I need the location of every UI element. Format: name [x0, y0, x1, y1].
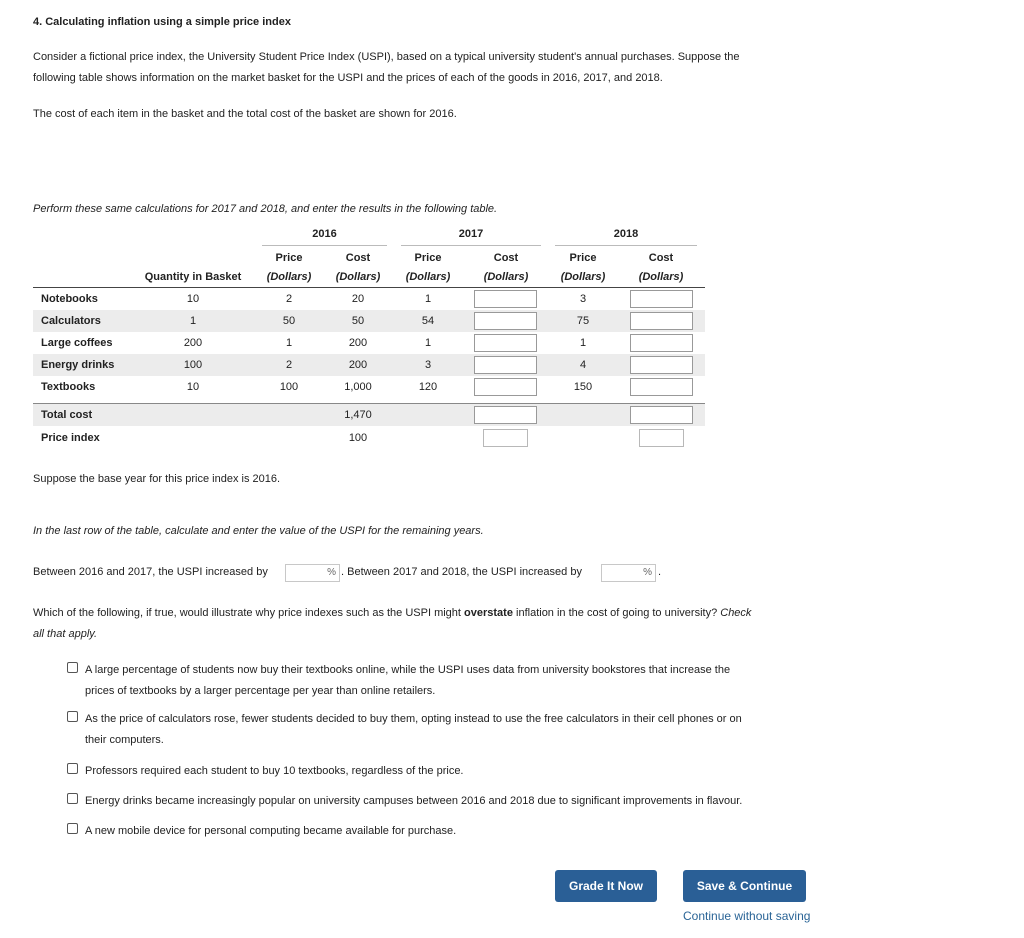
- sentence-period: .: [658, 566, 662, 578]
- q2-check-1: Check: [720, 607, 752, 619]
- price-2017-cell: 54: [421, 315, 435, 327]
- table-instruction: Perform these same calculations for 2017 and 2018, and enter the results in the following table.: [33, 203, 498, 215]
- cost-2018-input[interactable]: [630, 334, 693, 352]
- row-label: Calculators: [41, 315, 101, 327]
- cost-2018-input[interactable]: [630, 312, 693, 330]
- quantity-cell: 200: [183, 337, 203, 349]
- option-professors-textbooks[interactable]: [67, 761, 807, 782]
- table-row: [33, 332, 705, 354]
- option-line: A large percentage of students now buy their textbooks online, while the USPI uses data from university bookstores that increase the: [85, 664, 731, 676]
- grade-it-now-button[interactable]: Grade It Now: [555, 870, 657, 902]
- percent-sign: %: [327, 567, 336, 578]
- option-mobile-device[interactable]: [67, 821, 807, 842]
- price-2018-unit: (Dollars): [560, 271, 606, 283]
- increase-2018-input[interactable]: [601, 564, 656, 582]
- price-2018-cell: 150: [573, 381, 593, 393]
- table-row: [33, 376, 705, 398]
- year-2018-rule: [555, 245, 697, 246]
- q2-prefix: Which of the following, if true, would illustrate why price indexes such as the USPI might: [33, 607, 465, 619]
- q2-check-2: all that apply.: [33, 628, 98, 640]
- index-2016-cell: 100: [348, 432, 368, 444]
- cost-2017-input[interactable]: [474, 378, 537, 396]
- quantity-cell: 100: [183, 359, 203, 371]
- index-2018-input[interactable]: [639, 429, 684, 447]
- price-2018-header: Price: [569, 252, 597, 264]
- increase-2018-label: . Between 2017 and 2018, the USPI increased by: [341, 566, 582, 578]
- row-label: Notebooks: [41, 293, 98, 305]
- table-row: [33, 310, 705, 332]
- quantity-cell: 1: [189, 315, 197, 327]
- option-textbooks-online[interactable]: [67, 660, 807, 702]
- cost-2018-input[interactable]: [630, 378, 693, 396]
- last-row-instruction: In the last row of the table, calculate and enter the value of the USPI for the remaining years.: [33, 525, 484, 537]
- row-label: Total cost: [41, 409, 93, 421]
- total-2016-cell: 1,470: [344, 409, 372, 421]
- option-text: [85, 660, 805, 702]
- price-2017-cell: 3: [424, 359, 432, 371]
- cost-2017-input[interactable]: [474, 312, 537, 330]
- intro-line-1: Consider a fictional price index, the University Student Price Index (USPI), based on a typical university student's annual purchases. Suppose the: [33, 51, 740, 63]
- cost-2016-unit: (Dollars): [335, 271, 381, 283]
- option-line: As the price of calculators rose, fewer students decided to buy them, opting instead to use the free calculators in their cell phones or on: [85, 713, 742, 725]
- price-2017-header: Price: [414, 252, 442, 264]
- option-line: prices of textbooks by a larger percentage per year than online retailers.: [85, 685, 436, 697]
- checkbox[interactable]: [67, 662, 78, 673]
- price-2016-cell: 50: [282, 315, 296, 327]
- percent-sign: %: [643, 567, 652, 578]
- row-label: Textbooks: [41, 381, 96, 393]
- cost-2017-input[interactable]: [474, 334, 537, 352]
- checkbox[interactable]: [67, 711, 78, 722]
- year-2018-header: 2018: [613, 228, 639, 240]
- intro-paragraph: [33, 47, 813, 89]
- checkbox[interactable]: [67, 793, 78, 804]
- option-text: Professors required each student to buy 10 textbooks, regardless of the price.: [85, 765, 464, 777]
- price-2017-cell: 1: [424, 293, 432, 305]
- cost-2017-unit: (Dollars): [483, 271, 529, 283]
- q2-suffix: inflation in the cost of going to university?: [512, 607, 721, 619]
- cost-2017-input[interactable]: [474, 290, 537, 308]
- option-calculators[interactable]: [67, 709, 807, 751]
- price-2018-cell: 75: [576, 315, 590, 327]
- table-row: [33, 288, 705, 310]
- price-2016-cell: 100: [279, 381, 299, 393]
- save-continue-button[interactable]: Save & Continue: [683, 870, 806, 902]
- cost-2018-input[interactable]: [630, 290, 693, 308]
- quantity-cell: 10: [186, 381, 200, 393]
- cost-2016-cell: 200: [348, 359, 368, 371]
- row-label: Energy drinks: [41, 359, 115, 371]
- quantity-header: Quantity in Basket: [144, 271, 242, 283]
- price-2018-cell: 3: [579, 293, 587, 305]
- cost-2018-input[interactable]: [630, 356, 693, 374]
- price-2017-cell: 120: [418, 381, 438, 393]
- increase-2017-input[interactable]: [285, 564, 340, 582]
- row-label: Large coffees: [41, 337, 113, 349]
- price-2016-cell: 1: [285, 337, 293, 349]
- total-cost-row: [33, 404, 705, 426]
- cost-note: The cost of each item in the basket and the total cost of the basket are shown for 2016.: [33, 108, 457, 120]
- price-index-row: [33, 427, 705, 449]
- price-2016-unit: (Dollars): [266, 271, 312, 283]
- option-energy-drinks[interactable]: [67, 791, 807, 812]
- price-2017-cell: 1: [424, 337, 432, 349]
- cost-2016-cell: 50: [351, 315, 365, 327]
- cost-2017-header: Cost: [493, 252, 519, 264]
- year-2017-rule: [401, 245, 541, 246]
- year-2016-rule: [262, 245, 387, 246]
- total-2018-input[interactable]: [630, 406, 693, 424]
- price-2017-unit: (Dollars): [405, 271, 451, 283]
- option-text: A new mobile device for personal computing became available for purchase.: [85, 825, 457, 837]
- cost-2016-cell: 200: [348, 337, 368, 349]
- increase-2017-label: Between 2016 and 2017, the USPI increased by: [33, 566, 268, 578]
- total-2017-input[interactable]: [474, 406, 537, 424]
- question-title: 4. Calculating inflation using a simple price index: [33, 16, 291, 28]
- base-year-text: Suppose the base year for this price index is 2016.: [33, 473, 281, 485]
- table-row: [33, 354, 705, 376]
- cost-2017-input[interactable]: [474, 356, 537, 374]
- index-2017-input[interactable]: [483, 429, 528, 447]
- intro-line-2: following table shows information on the market basket for the USPI and the prices of each of the goods in 2016, 2017, and 2018.: [33, 72, 663, 84]
- question-2: [33, 603, 823, 645]
- year-2016-header: 2016: [312, 228, 337, 240]
- row-label: Price index: [41, 432, 100, 444]
- cost-2016-cell: 20: [351, 293, 365, 305]
- year-2017-header: 2017: [458, 228, 484, 240]
- price-2016-cell: 2: [285, 359, 293, 371]
- option-line: their computers.: [85, 734, 164, 746]
- price-2018-cell: 1: [579, 337, 587, 349]
- price-2016-cell: 2: [285, 293, 293, 305]
- price-2016-header: Price: [275, 252, 303, 264]
- q2-bold: overstate: [464, 607, 513, 619]
- checkbox[interactable]: [67, 823, 78, 834]
- cost-2016-header: Cost: [345, 252, 371, 264]
- cost-2016-cell: 1,000: [344, 381, 372, 393]
- option-text: [85, 709, 805, 751]
- option-text: Energy drinks became increasingly popular on university campuses between 2016 and 2018 due to significant improvements in flavour.: [85, 795, 743, 807]
- price-2018-cell: 4: [579, 359, 587, 371]
- quantity-cell: 10: [186, 293, 200, 305]
- continue-without-saving-link[interactable]: Continue without saving: [683, 909, 811, 923]
- cost-2018-header: Cost: [648, 252, 674, 264]
- cost-2018-unit: (Dollars): [638, 271, 684, 283]
- checkbox[interactable]: [67, 763, 78, 774]
